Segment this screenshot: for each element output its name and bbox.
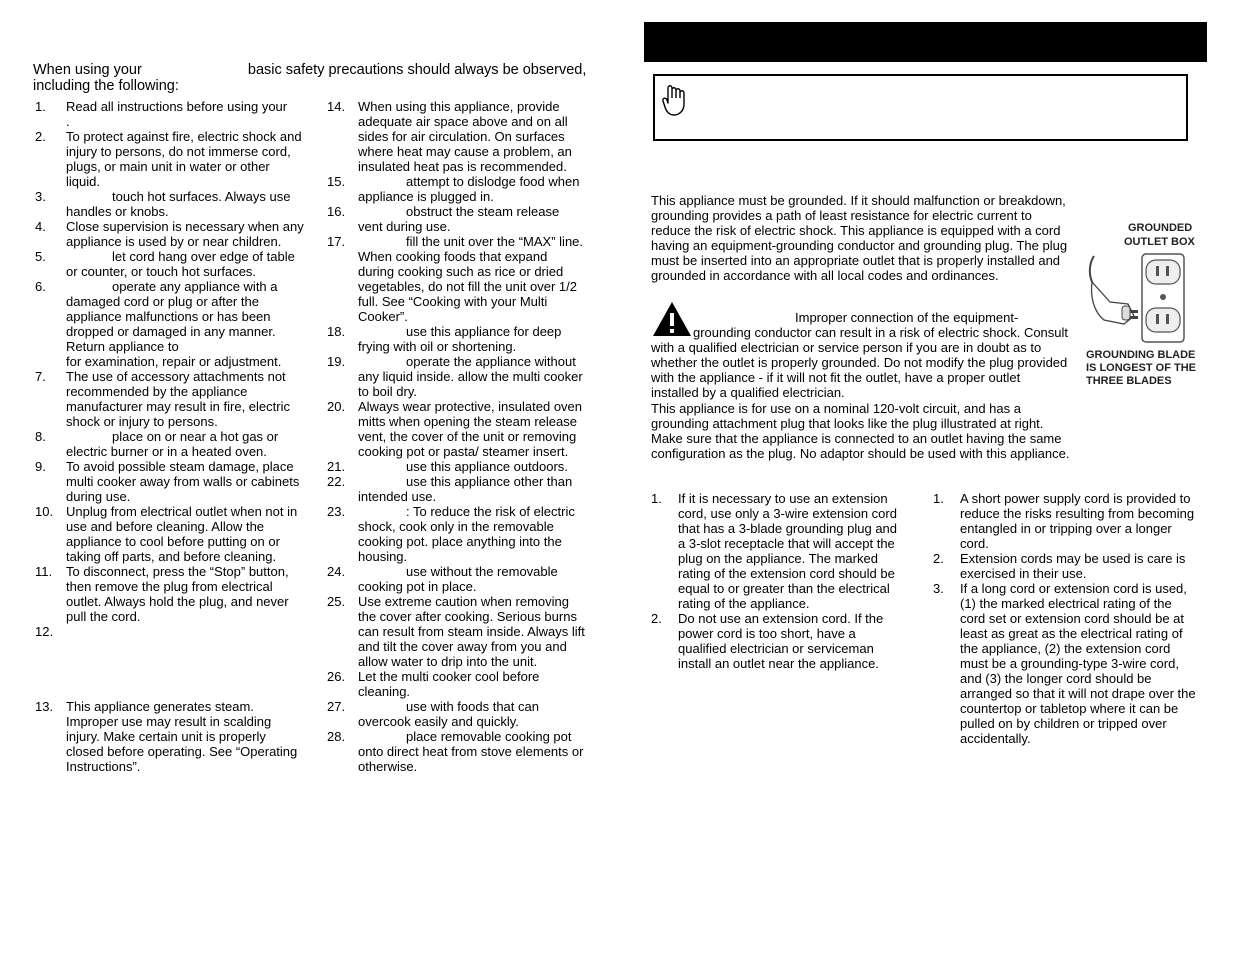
list-item: [327, 729, 585, 774]
list-item: [933, 491, 1199, 551]
notice-box: [653, 74, 1188, 141]
list-item-text: Unplug from electrical outlet when not in use and before cleaning. Allow the appliance to cool before putting on or taking off parts, and before cleaning.: [66, 504, 298, 564]
list-item-number: 25.: [327, 594, 346, 609]
section-header-bar: [644, 22, 1207, 62]
list-item-number: 4.: [35, 219, 46, 234]
danger-first-line: Improper connection of the equipment-: [795, 310, 1019, 325]
outlet-figure: [1084, 222, 1209, 392]
danger-paragraph: [651, 325, 1071, 400]
list-item-number: 15.: [327, 174, 346, 189]
intro-text: [33, 62, 593, 94]
list-item-number: 18.: [327, 324, 346, 339]
outlet-plug-icon: [1084, 252, 1209, 347]
list-item-number: 1.: [651, 491, 662, 506]
list-item-number: 26.: [327, 669, 346, 684]
list-item-number: 14.: [327, 99, 346, 114]
list-item: [35, 279, 307, 369]
list-item: [327, 594, 585, 669]
list-item-text: A short power supply cord is provided to reduce the risks resulting from becoming entangled in or tripping over a longer cord.: [960, 491, 1195, 551]
list-item-text: If it is necessary to use an extension cord, use only a 3-wire extension cord that has a 3-blade grounding plug and a 3-slot receptacle that will accept the plug on the appliance. The marked rating of the extension cord should be equal to or greater than the electrical rating of the appliance.: [678, 491, 898, 611]
list-item-number: 1.: [35, 99, 46, 114]
list-item-number: 22.: [327, 474, 346, 489]
list-item-number: 2.: [933, 551, 944, 566]
list-item-text: Close supervision is necessary when any appliance is used by or near children.: [66, 219, 304, 249]
list-item-text: touch hot surfaces. Always use handles or knobs.: [66, 189, 291, 219]
list-item: [35, 189, 307, 219]
list-item-text: If a long cord or extension cord is used, (1) the marked electrical rating of the cord set or extension cord should be at least as great as the electrical rating of the appliance, (2) the extension cord must be a grounding-type 3-wire cord, and (3) the longer cord should be arranged so that it will not drape over the countertop or tabletop where it can be pulled on by children or tripped over accidentally.: [960, 581, 1196, 746]
list-item-number: 10.: [35, 504, 54, 519]
list-item-number: 21.: [327, 459, 346, 474]
list-item: [35, 459, 307, 504]
figure-label-blade-2: IS LONGEST OF THE: [1086, 362, 1197, 374]
list-item-number: 6.: [35, 279, 46, 294]
intro-before: When using your: [33, 62, 142, 78]
list-item: [327, 504, 585, 564]
list-item-text: Use extreme caution when removing the cover after cooking. Serious burns can result from steam inside. Always lift and tilt the cover away from you and allow water to drip into the unit.: [358, 594, 585, 669]
list-item-text: : To reduce the risk of electric shock, cook only in the removable cooking pot. place anything into the housing.: [358, 504, 575, 564]
list-item: [651, 491, 901, 611]
list-item: [35, 99, 307, 129]
list-item-number: 23.: [327, 504, 346, 519]
list-item-number: 2.: [35, 129, 46, 144]
extension-list-col1: [651, 491, 901, 671]
list-item: [327, 564, 585, 594]
danger-rest-text: grounding conductor can result in a risk of electric shock. Consult with a qualified electrician or service person if you are in doubt as to whether the outlet is properly grounded. Do not modify the plug provided with the appliance - if it will not fit the outlet, have a proper outlet installed by a qualified electrician.: [651, 325, 1069, 400]
list-item-text: To disconnect, press the “Stop” button, then remove the plug from electrical outlet. Always hold the plug, and never pull the cord.: [66, 564, 289, 624]
list-item: [327, 354, 585, 399]
list-item-text: Always wear protective, insulated oven mitts when opening the steam release vent, the cover of the unit or removing cooking pot or pasta/ steamer insert.: [358, 399, 583, 459]
list-item-text: use without the removable cooking pot in place.: [358, 564, 558, 594]
list-item: [327, 204, 585, 234]
list-item-number: 24.: [327, 564, 346, 579]
list-item: [651, 611, 901, 671]
list-item: [327, 99, 585, 174]
list-item-text: obstruct the steam release vent during use.: [358, 204, 560, 234]
list-item-text: To protect against fire, electric shock and injury to persons, do not immerse cord, plugs, or main unit in water or other liquid.: [66, 129, 302, 189]
figure-label-blade-1: GROUNDING BLADE: [1086, 349, 1196, 361]
figure-label-grounded: GROUNDED: [1128, 222, 1193, 234]
list-item: [35, 369, 307, 429]
list-item: [327, 669, 585, 699]
list-item-text: use this appliance outdoors.: [406, 459, 568, 474]
list-item-number: 27.: [327, 699, 346, 714]
list-item: [327, 234, 585, 324]
safety-list-col2: [327, 99, 585, 774]
list-item-text: use this appliance for deep frying with oil or shortening.: [358, 324, 562, 354]
list-item: [35, 129, 307, 189]
list-item: [35, 564, 307, 624]
list-item-text: To avoid possible steam damage, place multi cooker away from walls or cabinets during use.: [66, 459, 300, 504]
grounding-paragraph: This appliance must be grounded. If it should malfunction or breakdown, grounding provides a path of least resistance for electric current to reduce the risk of electric shock. This appliance is equipped with a cord having an equipment-grounding conductor and grounding plug. The plug must be inserted into an appropriate outlet that is properly installed and grounded in accordance with all local codes and ordinances.: [651, 193, 1068, 283]
list-item: [327, 399, 585, 459]
list-item: [327, 474, 585, 504]
list-item-text: Do not use an extension cord. If the power cord is too short, have a qualified electrician or serviceman install an outlet near the appliance.: [678, 611, 884, 671]
list-item-text: use this appliance other than intended use.: [358, 474, 573, 504]
list-item-number: 17.: [327, 234, 346, 249]
list-item: [35, 249, 307, 279]
safety-list-col1: [35, 99, 307, 774]
list-item: [35, 624, 307, 699]
list-item-text: let cord hang over edge of table or counter, or touch hot surfaces.: [66, 249, 295, 279]
list-item-text: use with foods that can overcook easily and quickly.: [358, 699, 539, 729]
figure-label-blade-3: THREE BLADES: [1086, 375, 1172, 387]
list-item-text: Extension cords may be used is care is exercised in their use.: [960, 551, 1186, 581]
list-item: [35, 429, 307, 459]
list-item-text: operate the appliance without any liquid inside. allow the multi cooker to boil dry.: [358, 354, 583, 399]
list-item: [327, 324, 585, 354]
list-item-number: 8.: [35, 429, 46, 444]
list-item-number: 3.: [933, 581, 944, 596]
list-item: [35, 699, 307, 774]
list-item-number: 2.: [651, 611, 662, 626]
list-item: [933, 551, 1199, 581]
list-item-number: 16.: [327, 204, 346, 219]
list-item-text: attempt to dislodge food when appliance is plugged in.: [358, 174, 580, 204]
list-item-number: 7.: [35, 369, 46, 384]
list-item-text: place on or near a hot gas or electric burner or in a heated oven.: [66, 429, 279, 459]
extension-list-col2: [933, 491, 1199, 746]
list-item: [35, 219, 307, 249]
list-item-number: 28.: [327, 729, 346, 744]
list-item-number: 20.: [327, 399, 346, 414]
list-item: [35, 504, 307, 564]
list-item-text: Read all instructions before using your .: [66, 99, 288, 129]
voltage-paragraph: This appliance is for use on a nominal 120-volt circuit, and has a grounding attachment plug that looks like the plug illustrated at right. Make sure that the appliance is connected to an outlet having the same configuration as the plug. No adaptor should be used with this appliance.: [651, 401, 1070, 461]
list-item-text: operate any appliance with a damaged cord or plug or after the appliance malfunctions or has been dropped or damaged in any manner. Return appliance to for examination, repair or adjustment.: [66, 279, 282, 369]
figure-label-outlet-box: OUTLET BOX: [1124, 236, 1195, 248]
list-item-text: fill the unit over the “MAX” line. When cooking foods that expand during cooking such as rice or dried vegetables, do not fill the unit over 1/2 full. See “Cooking with your Multi Cooker”.: [358, 234, 584, 324]
list-item: [933, 581, 1199, 746]
list-item-number: 9.: [35, 459, 46, 474]
list-item: [327, 174, 585, 204]
pointing-hand-icon: [660, 84, 690, 121]
list-item: [327, 459, 585, 474]
list-item-number: 13.: [35, 699, 54, 714]
list-item-number: 5.: [35, 249, 46, 264]
list-item-text: [66, 624, 307, 699]
list-item: [327, 699, 585, 729]
list-item-number: 3.: [35, 189, 46, 204]
list-item-number: 11.: [35, 564, 53, 579]
list-item-text: This appliance generates steam. Improper use may result in scalding injury. Make certain unit is properly closed before operating. See “Operating Instructions”.: [66, 699, 298, 774]
list-item-text: The use of accessory attachments not recommended by the appliance manufacturer may result in fire, electric shock or injury to persons.: [66, 369, 290, 429]
list-item-number: 12.: [35, 624, 54, 639]
list-item-text: place removable cooking pot onto direct heat from stove elements or otherwise.: [358, 729, 584, 774]
list-item-text: When using this appliance, provide adequate air space above and on all sides for air circulation. On surfaces where heat may cause a problem, an insulated heat pas is recommended.: [358, 99, 572, 174]
list-item-text: Let the multi cooker cool before cleaning.: [358, 669, 540, 699]
list-item-number: 1.: [933, 491, 944, 506]
intro-after: basic safety precautions should always be observed, including the following:: [33, 62, 587, 94]
list-item-number: 19.: [327, 354, 346, 369]
